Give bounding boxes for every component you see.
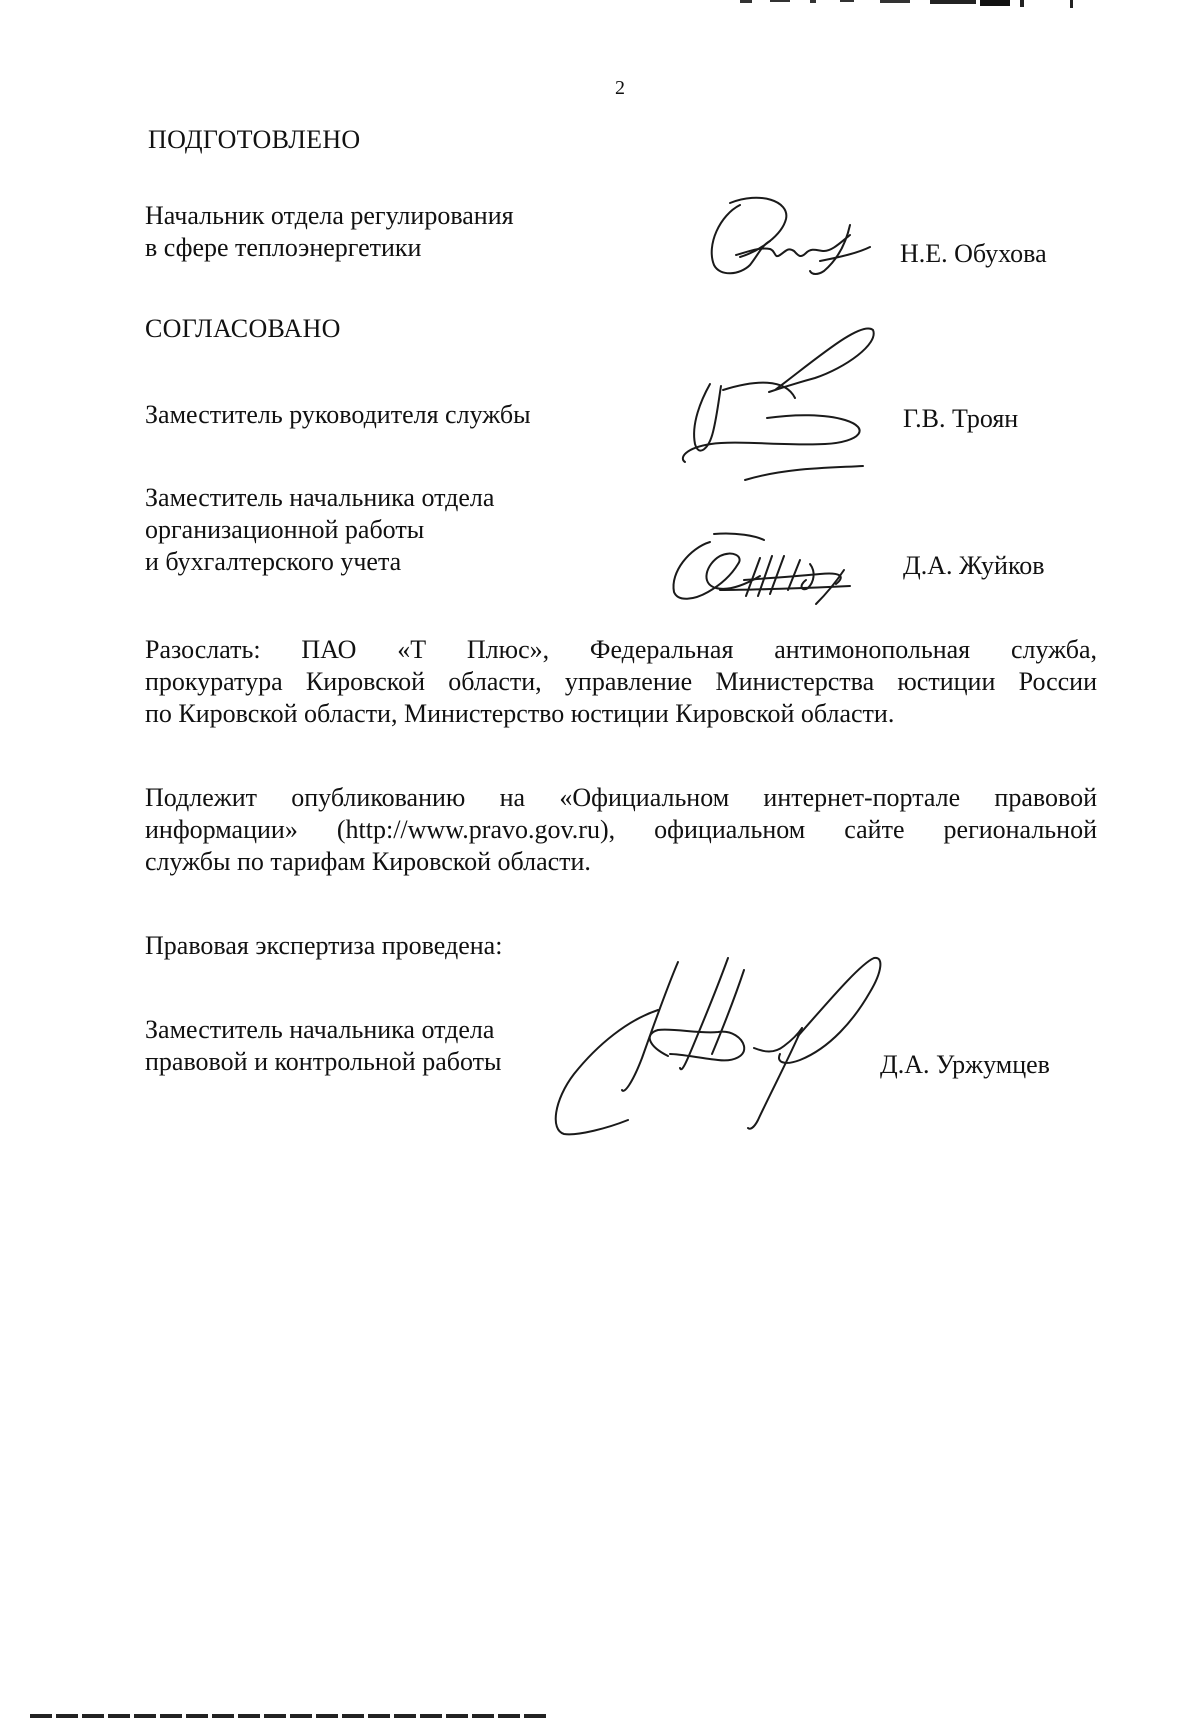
prepared-position-line-2: в сфере теплоэнергетики [145, 233, 422, 262]
scan-artifact-bottom [30, 1714, 550, 1718]
agreed-signatory-2-name: Д.А. Жуйков [903, 551, 1045, 580]
distribution-paragraph [145, 634, 1097, 730]
distribution-line-2: прокуратура Кировской области, управление Министерства юстиции России [145, 667, 1097, 696]
signature-troyan [665, 320, 895, 480]
publication-paragraph [145, 782, 1097, 878]
legal-review-position-line-1: Заместитель начальника отдела [145, 1015, 495, 1044]
signature-obukhova [700, 195, 880, 285]
distribution-line-3: по Кировской области, Министерство юстиции Кировской области. [145, 699, 895, 728]
publication-line-3: службы по тарифам Кировской области. [145, 847, 591, 876]
legal-review-heading: Правовая экспертиза проведена: [145, 931, 503, 960]
scan-artifact-top [740, 0, 1100, 8]
publication-line-1: Подлежит опубликованию на «Официальном интернет-портале правовой [145, 783, 1097, 812]
agreed-signatory-1-position: Заместитель руководителя службы [145, 400, 531, 429]
signature-urzhumtsev [548, 950, 888, 1140]
distribution-line-1: Разослать: ПАО «Т Плюс», Федеральная антимонопольная служба, [145, 635, 1097, 664]
signature-zhuykov [660, 530, 870, 610]
agreed-signatory-2-position-line-3: и бухгалтерского учета [145, 547, 402, 576]
prepared-heading: ПОДГОТОВЛЕНО [148, 125, 361, 154]
agreed-signatory-2-position-line-1: Заместитель начальника отдела [145, 483, 495, 512]
agreed-heading: СОГЛАСОВАНО [145, 314, 341, 343]
publication-line-2: информации» (http://www.pravo.gov.ru), официальном сайте региональной [145, 815, 1097, 844]
page-number: 2 [615, 77, 625, 99]
legal-review-position-line-2: правовой и контрольной работы [145, 1047, 502, 1076]
prepared-position-line-1: Начальник отдела регулирования [145, 201, 514, 230]
agreed-signatory-1-name: Г.В. Троян [903, 404, 1019, 433]
agreed-signatory-2-position-line-2: организационной работы [145, 515, 425, 544]
prepared-name: Н.Е. Обухова [900, 239, 1047, 268]
legal-review-name: Д.А. Уржумцев [880, 1050, 1050, 1079]
